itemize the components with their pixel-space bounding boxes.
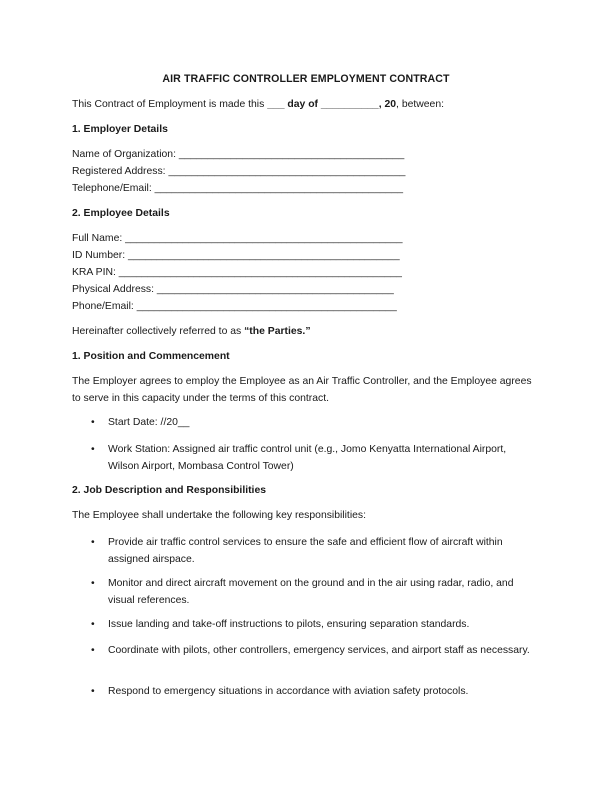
parties-prefix: Hereinafter collectively referred to as [72, 326, 245, 337]
intro-day-word: day of [284, 99, 321, 110]
parties-line [72, 326, 311, 337]
intro-suffix: , between: [396, 99, 444, 110]
employer-heading: 1. Employer Details [72, 124, 168, 135]
intro-line [72, 99, 444, 110]
bullet-icon: • [91, 537, 95, 548]
employee-field-kra: KRA PIN: _________________________________________________ [72, 267, 402, 278]
duties-bullet-4: Coordinate with pilots, other controllers, emergency services, and airport staff as necessary. [108, 645, 530, 656]
employee-heading: 2. Employee Details [72, 208, 170, 219]
employee-field-name: Full Name: ________________________________________________ [72, 233, 403, 244]
bullet-icon: • [91, 686, 95, 697]
duties-bullet-2: Monitor and direct aircraft movement on the ground and in the air using radar, radio, and visual references. [108, 578, 514, 606]
duties-heading: 2. Job Description and Responsibilities [72, 485, 266, 496]
bullet-icon: • [91, 619, 95, 630]
document-title: AIR TRAFFIC CONTROLLER EMPLOYMENT CONTRACT [162, 73, 450, 85]
bullet-icon: • [91, 417, 95, 428]
employer-field-organization: Name of Organization: _______________________________________ [72, 149, 405, 160]
intro-day-blank: ___ [267, 99, 285, 110]
intro-year: , 20 [378, 99, 397, 110]
position-bullet-work-station: Work Station: Assigned air traffic control unit (e.g., Jomo Kenyatta International Airport, Wilson Airport, Mombasa Control Tower) [108, 444, 507, 472]
duties-bullet-5: Respond to emergency situations in accordance with aviation safety protocols. [108, 686, 469, 697]
duties-bullet-1: Provide air traffic control services to ensure the safe and efficient flow of aircraft within assigned airspace. [108, 537, 503, 565]
employee-field-phone: Phone/Email: _____________________________________________ [72, 301, 397, 312]
employee-field-id: ID Number: _______________________________________________ [72, 250, 400, 261]
duties-bullet-3: Issue landing and take-off instructions to pilots, ensuring separation standards. [108, 619, 470, 630]
position-heading: 1. Position and Commencement [72, 351, 230, 362]
bullet-icon: • [91, 645, 95, 656]
intro-prefix: This Contract of Employment is made this [72, 99, 268, 110]
employer-field-address: Registered Address: _________________________________________ [72, 166, 406, 177]
bullet-icon: • [91, 578, 95, 589]
position-bullet-start-date: Start Date: //20__ [108, 417, 190, 428]
parties-bold: “the Parties.” [244, 326, 311, 337]
employee-field-address: Physical Address: _________________________________________ [72, 284, 394, 295]
bullet-icon: • [91, 444, 95, 455]
position-paragraph: The Employer agrees to employ the Employee as an Air Traffic Controller, and the Employee agrees to serve in this capacity under the terms of this contract. [72, 376, 532, 404]
duties-intro: The Employee shall undertake the following key responsibilities: [72, 510, 366, 521]
employer-field-telephone: Telephone/Email: ___________________________________________ [72, 183, 404, 194]
intro-month-blank: __________ [320, 99, 379, 110]
